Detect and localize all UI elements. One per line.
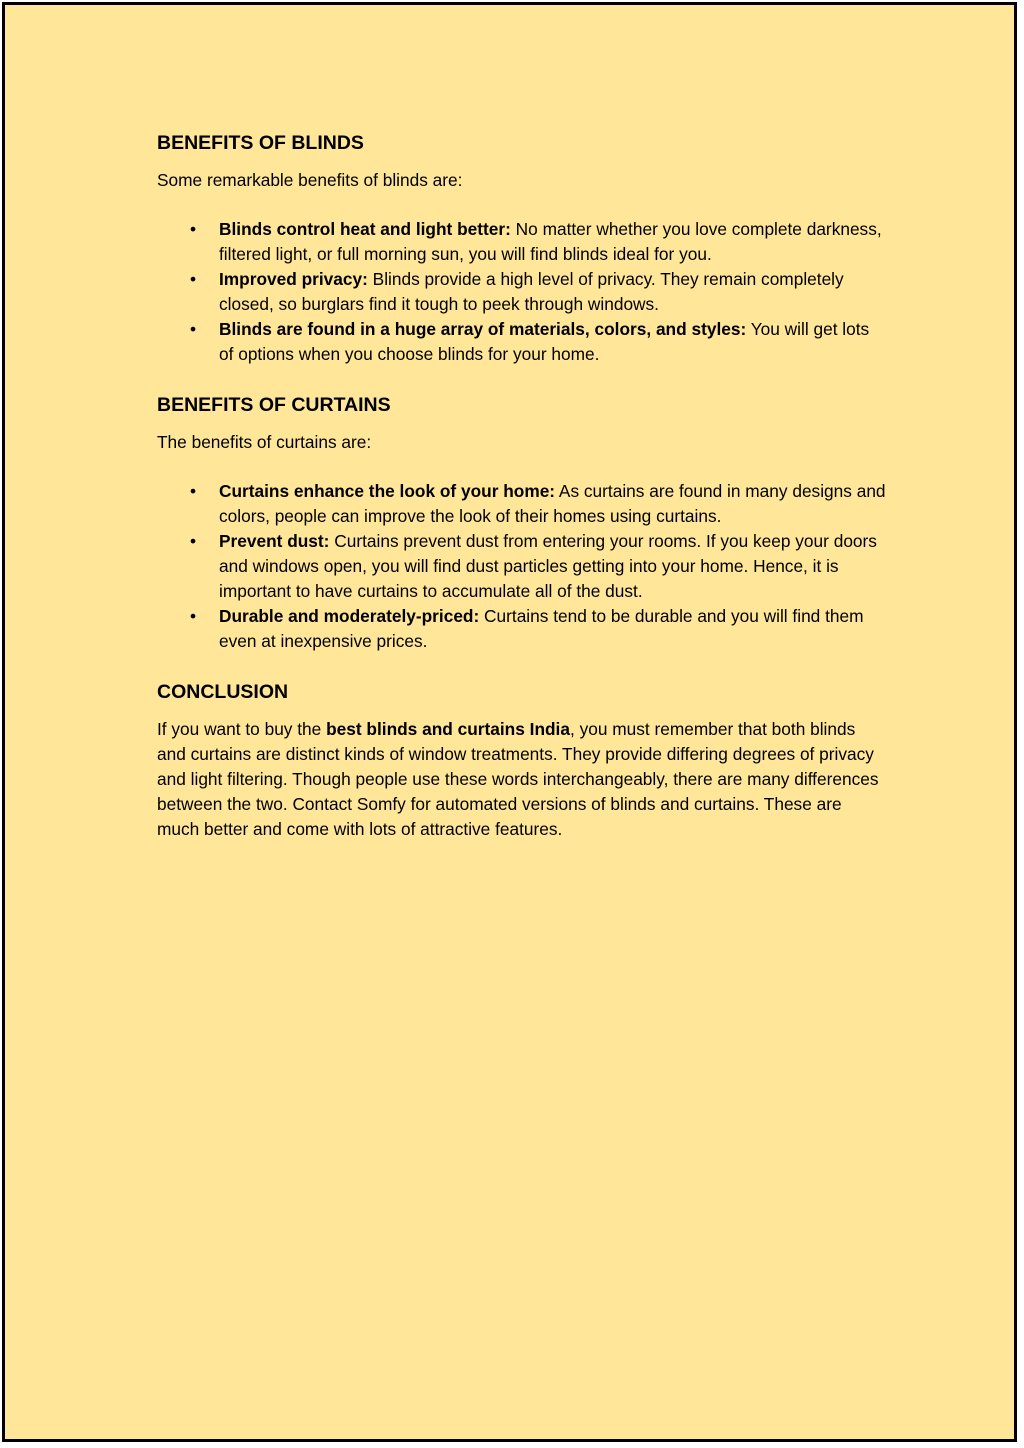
list-item (189, 529, 887, 604)
list-item-title: Improved privacy: (219, 269, 368, 289)
blinds-heading: BENEFITS OF BLINDS (157, 132, 364, 154)
bullet-icon: • (189, 531, 197, 551)
conclusion-text-start: If you want to buy the (157, 719, 327, 739)
bullet-icon: • (189, 481, 197, 501)
list-item-title: Curtains enhance the look of your home: (219, 481, 556, 501)
bullet-icon: • (189, 319, 197, 339)
list-item (189, 217, 887, 267)
list-item (189, 604, 887, 654)
list-item-text: Blinds provide a high level of privacy. They remain completely closed, so burglars find it tough to peek through windows. (219, 269, 844, 314)
list-item-title: Durable and moderately-priced: (219, 606, 480, 626)
list-item-text: No matter whether you love complete darkness, filtered light, or full morning sun, you will find blinds ideal for you. (219, 219, 882, 264)
list-item-title: Blinds are found in a huge array of materials, colors, and styles: (219, 319, 747, 339)
blinds-benefits-list (157, 217, 887, 367)
curtains-heading: BENEFITS OF CURTAINS (157, 394, 391, 416)
document-page (2, 2, 1017, 1442)
list-item-text: As curtains are found in many designs and colors, people can improve the look of their homes using curtains. (219, 481, 886, 526)
list-item-text: You will get lots of options when you choose blinds for your home. (219, 319, 870, 364)
list-item (189, 267, 887, 317)
conclusion-paragraph (157, 717, 887, 842)
blinds-intro: Some remarkable benefits of blinds are: (157, 170, 463, 190)
list-item (189, 317, 887, 367)
document-content (157, 131, 887, 842)
list-item-text: Curtains tend to be durable and you will find them even at inexpensive prices. (219, 606, 864, 651)
list-item (189, 479, 887, 529)
list-item-title: Blinds control heat and light better: (219, 219, 511, 239)
bullet-icon: • (189, 269, 197, 289)
list-item-title: Prevent dust: (219, 531, 330, 551)
list-item-text: Curtains prevent dust from entering your rooms. If you keep your doors and windows open, you will find dust particles getting into your home. Hence, it is important to have curtains to accumulate all of the dust. (219, 531, 877, 601)
curtains-benefits-list (157, 479, 887, 654)
conclusion-highlight: best blinds and curtains India (326, 719, 570, 739)
bullet-icon: • (189, 219, 197, 239)
conclusion-heading: CONCLUSION (157, 681, 289, 703)
curtains-intro: The benefits of curtains are: (157, 432, 372, 452)
bullet-icon: • (189, 606, 197, 626)
conclusion-text-end: , you must remember that both blinds and curtains are distinct kinds of window treatments. They provide differing degrees of privacy and light filtering. Though people use these words interchangeably, there are many differences between the two. Contact Somfy for automated versions of blinds and curtains. These are much better and come with lots of attractive features. (157, 719, 879, 839)
